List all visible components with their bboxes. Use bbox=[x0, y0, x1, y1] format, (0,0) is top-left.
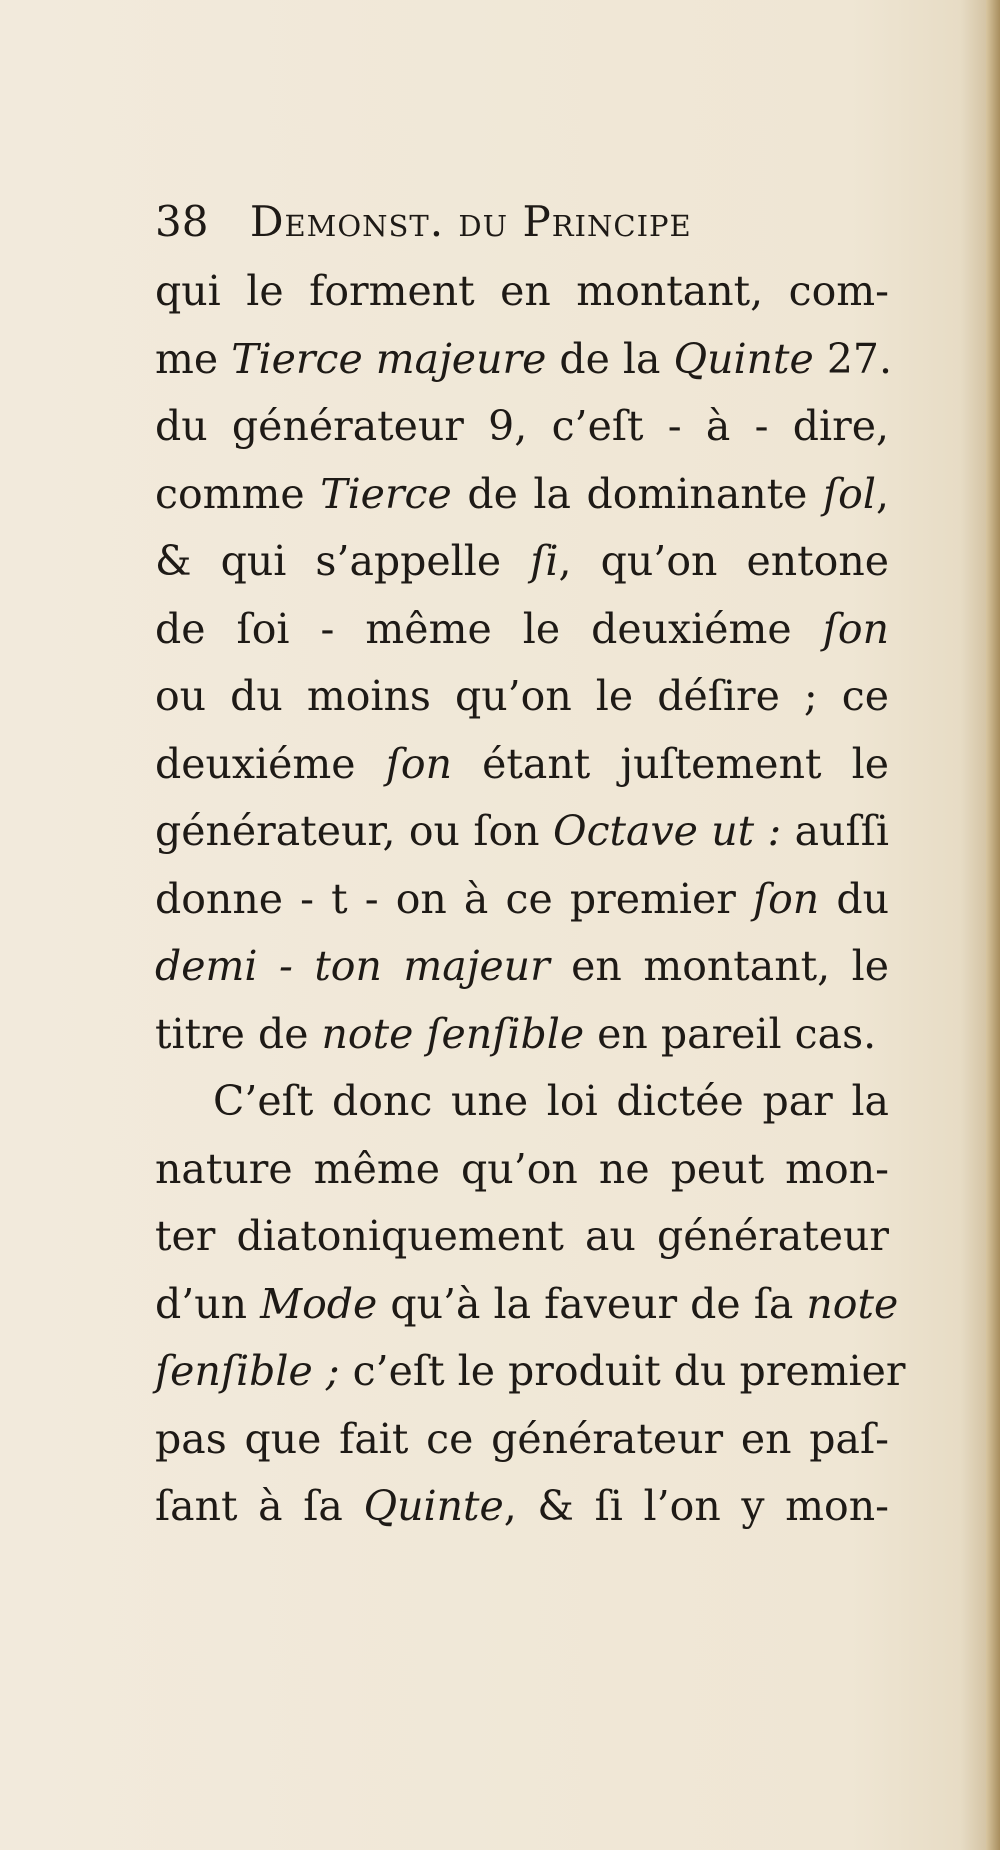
text-run: deuxiéme bbox=[155, 739, 386, 788]
text-line bbox=[155, 461, 889, 529]
text-line bbox=[155, 798, 889, 866]
text-line bbox=[155, 1068, 889, 1136]
text-run: 27. bbox=[813, 334, 893, 383]
body-text bbox=[155, 258, 906, 1541]
text-run: ſant à ſa bbox=[155, 1482, 364, 1530]
text-line bbox=[155, 528, 889, 596]
text-line bbox=[155, 1406, 889, 1474]
text-run: donne - t - on à ce premier bbox=[155, 874, 753, 923]
text-run: titre de bbox=[155, 1009, 322, 1058]
text-run: en montant, le bbox=[549, 942, 889, 990]
text-run: pas que fait ce générateur en paſ- bbox=[155, 1414, 889, 1463]
text-run: auſſi bbox=[781, 807, 889, 855]
italic-run: Quinte bbox=[363, 1482, 504, 1530]
italic-run: Mode bbox=[260, 1279, 378, 1328]
text-line bbox=[155, 663, 889, 731]
text-line bbox=[155, 393, 889, 461]
italic-run: ſenſible ; bbox=[155, 1347, 340, 1395]
text-run: en pareil cas. bbox=[584, 1009, 877, 1058]
text-run: & qui s’appelle bbox=[155, 537, 531, 585]
text-run: ou du moins qu’on le déſire ; ce bbox=[155, 672, 889, 720]
text-run: générateur, ou ſon bbox=[155, 807, 553, 855]
text-line bbox=[155, 866, 889, 934]
text-line bbox=[155, 1001, 889, 1069]
text-run: C’eſt donc une loi dictée par la bbox=[213, 1077, 889, 1125]
text-line bbox=[155, 596, 889, 664]
italic-run: ſon bbox=[385, 739, 452, 788]
text-run: de ſoi - même le deuxiéme bbox=[155, 604, 823, 653]
text-run: d’un bbox=[155, 1279, 261, 1328]
running-header bbox=[155, 192, 755, 252]
text-line bbox=[155, 1203, 889, 1271]
text-run: de la dominante bbox=[451, 469, 823, 518]
italic-run: Tierce majeure bbox=[231, 334, 547, 383]
italic-run: ſon bbox=[822, 604, 889, 653]
text-line bbox=[155, 326, 893, 394]
text-run: comme bbox=[155, 469, 321, 518]
text-line bbox=[155, 258, 889, 326]
text-line bbox=[155, 1473, 889, 1541]
text-line bbox=[155, 1338, 906, 1406]
text-run: qui le forment en montant, com- bbox=[155, 267, 889, 315]
text-run: , bbox=[875, 469, 889, 518]
italic-run: Octave ut : bbox=[552, 807, 782, 855]
text-run: du bbox=[819, 874, 890, 923]
italic-run: ſon bbox=[752, 874, 820, 923]
running-title: Demonst. du Principe bbox=[249, 197, 692, 246]
italic-run: Quinte bbox=[673, 334, 814, 383]
page-number: 38 bbox=[155, 197, 209, 246]
italic-run: note ſenſible bbox=[321, 1009, 585, 1058]
text-run: nature même qu’on ne peut mon- bbox=[155, 1144, 889, 1193]
text-run: étant juſtement le bbox=[452, 739, 889, 788]
italic-run: note bbox=[806, 1279, 899, 1328]
text-run: du générateur 9, c’eſt - à - dire, bbox=[155, 402, 889, 450]
italic-run: ſi bbox=[530, 537, 559, 585]
text-run: qu’à la faveur de ſa bbox=[377, 1279, 807, 1328]
italic-run: demi - ton majeur bbox=[155, 942, 550, 990]
text-run: ter diatoniquement au générateur bbox=[155, 1212, 889, 1260]
text-run: , qu’on entone bbox=[558, 537, 889, 585]
italic-run: ſol bbox=[822, 469, 876, 518]
page-edge-shadow bbox=[986, 0, 1000, 1850]
text-line bbox=[155, 1271, 899, 1339]
text-run: c’eſt le produit du premier bbox=[339, 1347, 906, 1395]
text-run: , & ſi l’on y mon- bbox=[503, 1482, 889, 1530]
text-line bbox=[155, 731, 889, 799]
text-line bbox=[155, 933, 889, 1001]
text-run: de la bbox=[546, 334, 674, 383]
italic-run: Tierce bbox=[320, 469, 452, 518]
text-line bbox=[155, 1136, 889, 1204]
text-run: me bbox=[155, 334, 232, 383]
